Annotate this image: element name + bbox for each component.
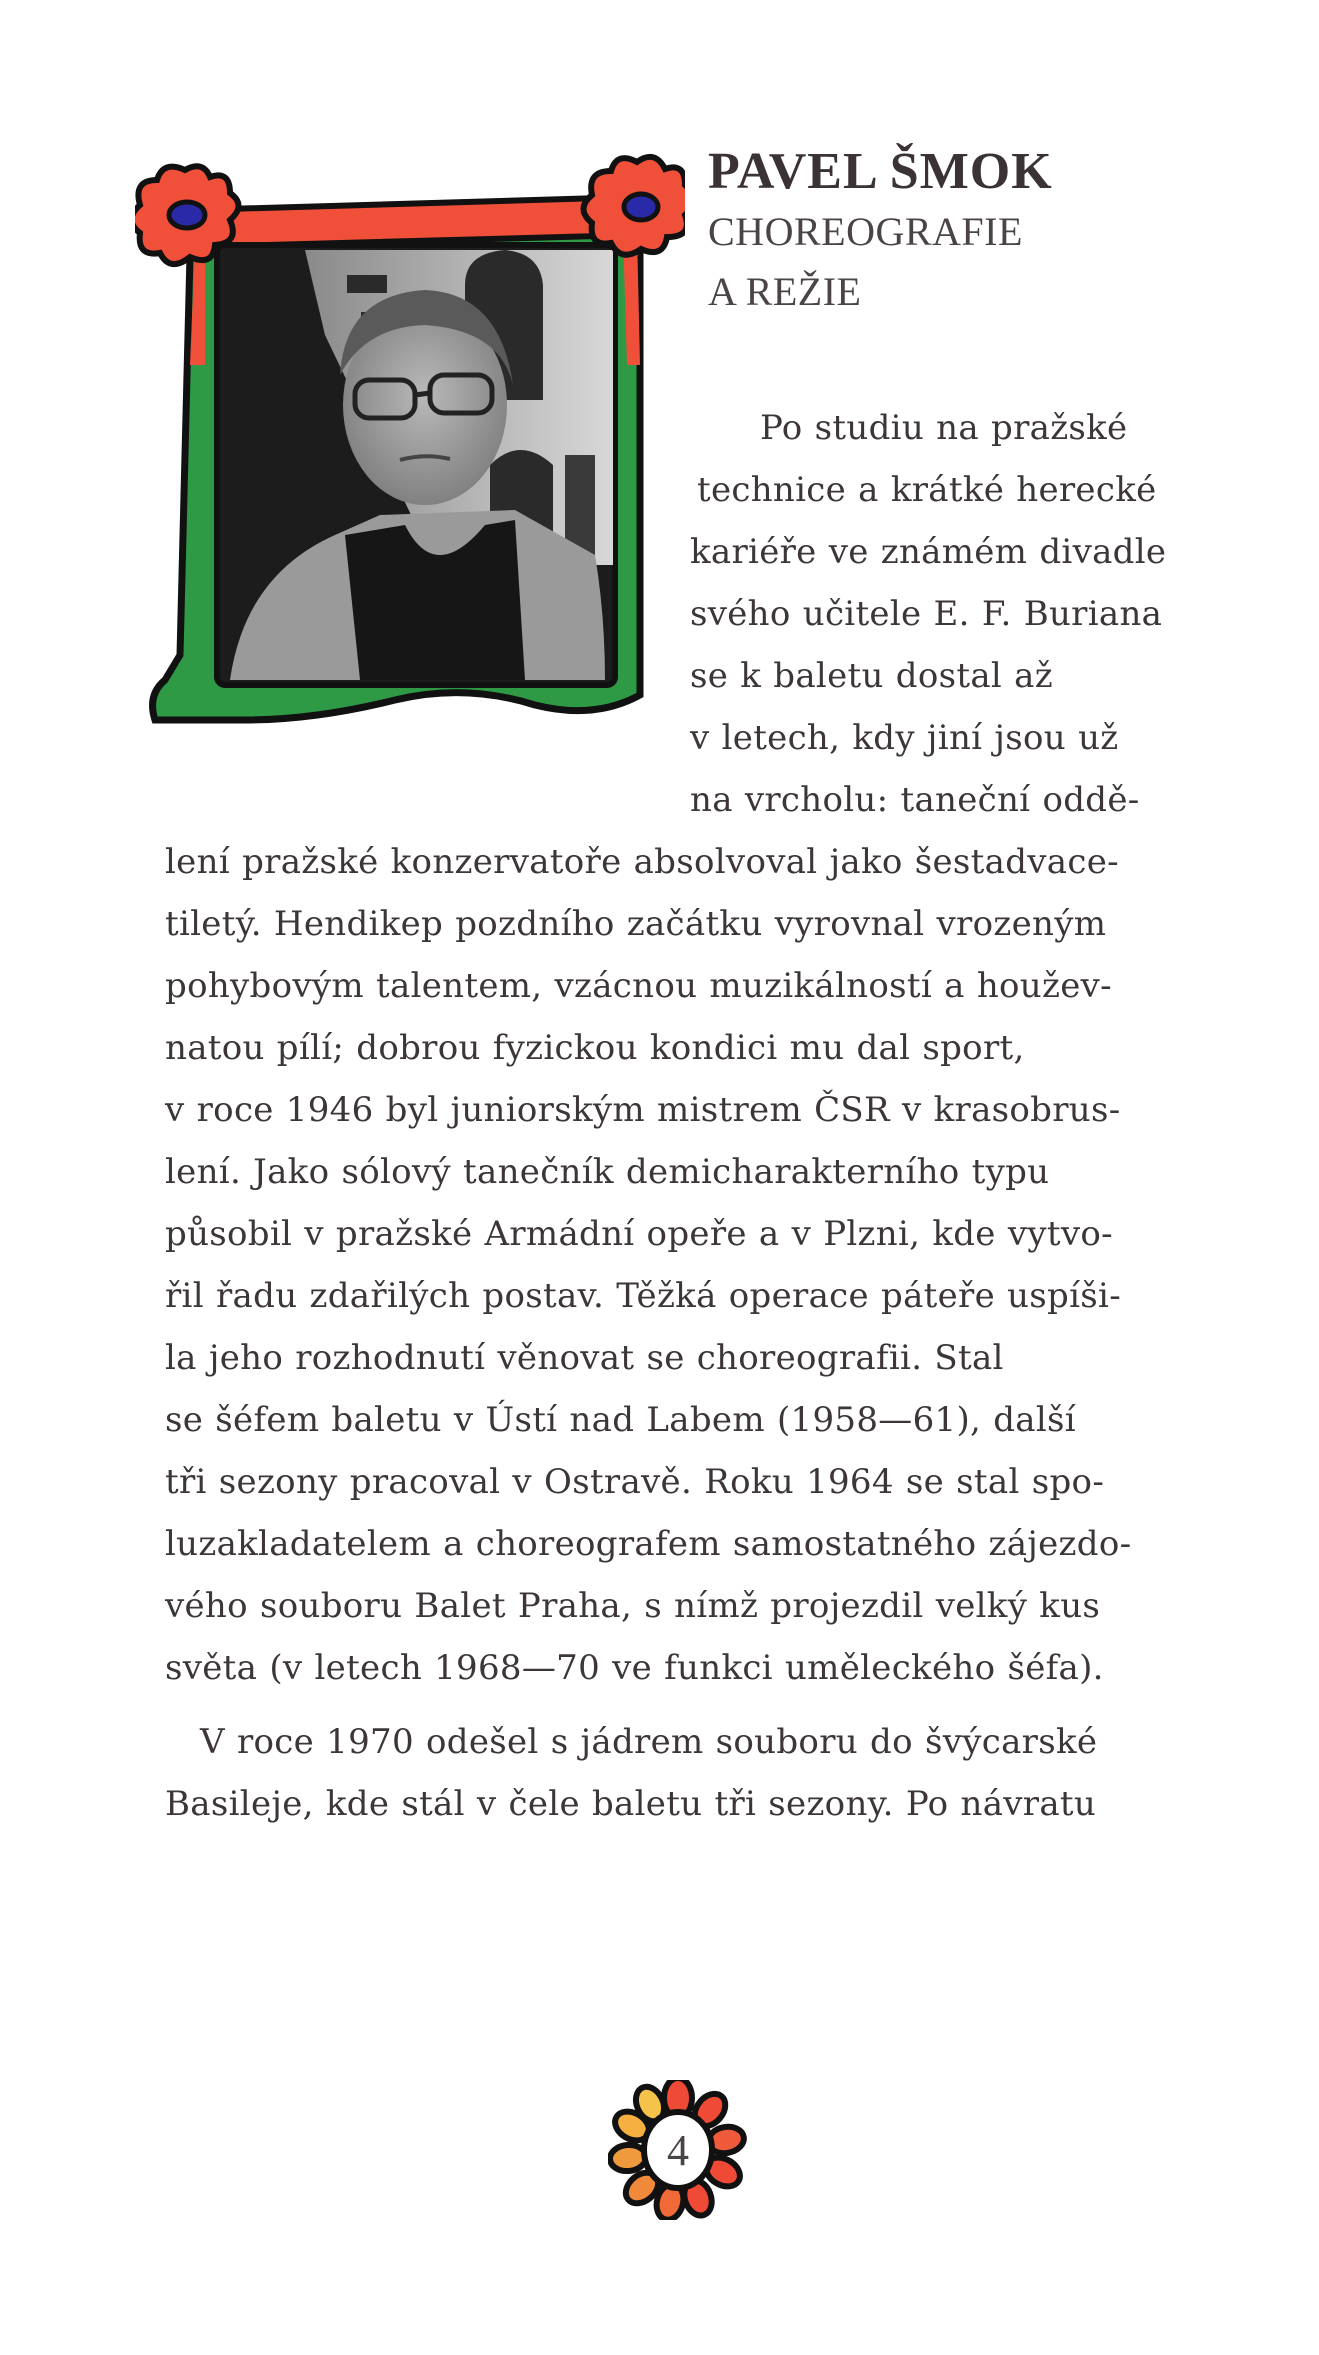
text-line: Basileje, kde stál v čele baletu tři sezony. Po návratu [165, 1784, 1097, 1824]
text-line: řil řadu zdařilých postav. Těžká operace páteře uspíši- [165, 1276, 1122, 1316]
text-line: svého učitele E. F. Buriana [690, 594, 1163, 634]
frame-top-bar [193, 197, 637, 247]
flower-decoration-right [584, 157, 686, 255]
text-line: se k baletu dostal až [690, 656, 1053, 696]
text-line: V roce 1970 odešel s jádrem souboru do švýcarské [200, 1722, 1098, 1762]
text-line: v roce 1946 byl juniorským mistrem ČSR v krasobrus- [165, 1090, 1121, 1130]
text-line: technice a krátké herecké [697, 470, 1157, 510]
text-line: Po studiu na pražské [760, 408, 1128, 448]
text-line: působil v pražské Armádní opeře a v Plzni, kde vytvo- [165, 1214, 1113, 1254]
portrait-frame [135, 135, 685, 760]
person-name: PAVEL ŠMOK [708, 143, 1053, 200]
page-number: 4 [667, 2125, 689, 2175]
text-line: se šéfem baletu v Ústí nad Labem (1958—61), další [165, 1400, 1076, 1440]
portrait-illustration [135, 135, 685, 760]
page-number-badge [608, 2080, 748, 2220]
text-line: la jeho rozhodnutí věnovat se choreografii. Stal [165, 1338, 1004, 1378]
text-line: luzakladatelem a choreografem samostatného zájezdo- [165, 1524, 1132, 1564]
text-line: tři sezony pracoval v Ostravě. Roku 1964 se stal spo- [165, 1462, 1105, 1502]
text-line: lení pražské konzervatoře absolvoval jako šestadvace- [165, 842, 1119, 882]
role-line-1: CHOREOGRAFIE [708, 209, 1023, 254]
text-line: tiletý. Hendikep pozdního začátku vyrovnal vrozeným [165, 904, 1107, 944]
text-line: na vrcholu: taneční oddě- [690, 780, 1140, 820]
text-line: natou pílí; dobrou fyzickou kondici mu dal sport, [165, 1028, 1025, 1068]
role-line-2: A REŽIE [708, 269, 862, 314]
text-line: vého souboru Balet Praha, s nímž projezdil velký kus [165, 1586, 1101, 1626]
title-block [708, 142, 1053, 322]
text-line: kariéře ve známém divadle [690, 532, 1167, 572]
text-line: pohybovým talentem, vzácnou muzikálností a houžev- [165, 966, 1112, 1006]
text-line: lení. Jako sólový tanečník demicharakterního typu [165, 1152, 1050, 1192]
text-line: v letech, kdy jiní jsou už [690, 718, 1119, 758]
text-line: světa (v letech 1968—70 ve funkci uměleckého šéfa). [165, 1648, 1104, 1688]
